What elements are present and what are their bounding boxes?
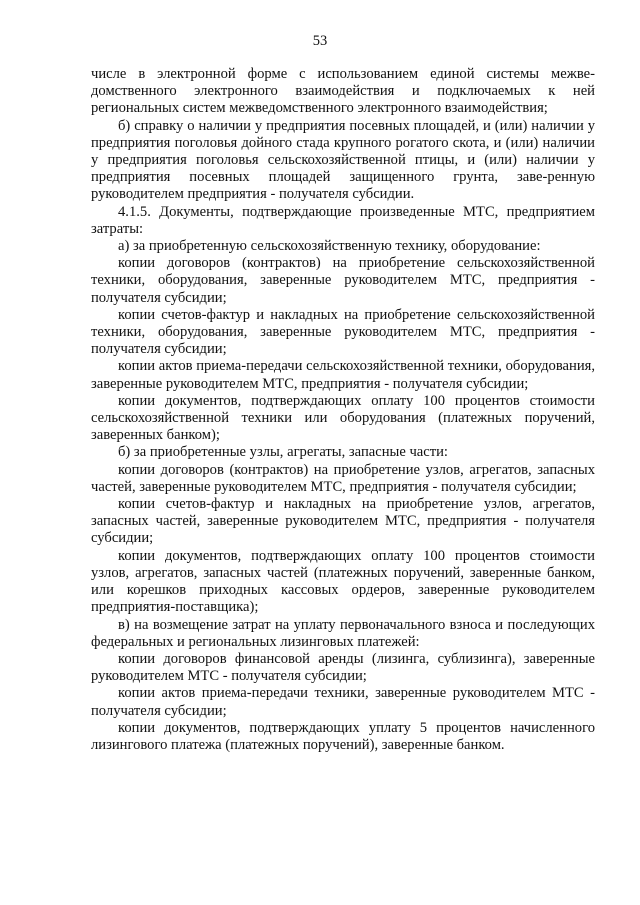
body-paragraph: копии документов, подтверждающих уплату 5 процентов начисленного лизингового платежа (платежных поручений), заверенные банком.: [91, 719, 595, 753]
document-body: [91, 66, 595, 754]
body-paragraph: 4.1.5. Документы, подтверждающие произведенные МТС, предприятием затраты:: [91, 203, 595, 237]
body-paragraph: в) на возмещение затрат на уплату первоначального взноса и последующих федеральных и региональных лизинговых платежей:: [91, 616, 595, 650]
body-paragraph: копии счетов-фактур и накладных на приобретение сельскохозяйственной техники, оборудования, заверенные руководителем МТС, предприятия - получателя субсидии;: [91, 306, 595, 358]
body-paragraph: а) за приобретенную сельскохозяйственную технику, оборудование:: [118, 238, 541, 255]
body-paragraph: копии договоров (контрактов) на приобретение узлов, агрегатов, запасных частей, заверенные руководителем МТС, предприятия - получателя субсидии;: [91, 461, 595, 495]
body-paragraph: копии договоров (контрактов) на приобретение сельскохозяйственной техники, оборудования, заверенные руководителем МТС, предприятия - получателя субсидии;: [91, 255, 595, 306]
body-paragraph: копии актов приема-передачи техники, заверенные руководителем МТС - получателя субсидии;: [91, 685, 595, 719]
body-paragraph: копии документов, подтверждающих оплату 100 процентов стоимости сельскохозяйственной техники или оборудования (платежных поручений, заверенных банком);: [91, 392, 595, 444]
body-paragraph: б) за приобретенные узлы, агрегаты, запасные части:: [118, 444, 448, 461]
body-paragraph: б) справку о наличии у предприятия посевных площадей, и (или) наличии у предприятия поголовья дойного стада крупного рогатого скота, и (или) наличии у предприятия поголовья сельскохозяйственной птицы, и (или) наличии у предприятия посевных площадей защищенного грунта, заве-ренную руководителем предприятия - получателя субсидии.: [91, 117, 595, 203]
body-paragraph: копии счетов-фактур и накладных на приобретение узлов, агрегатов, запасных частей, заверенные руководителем МТС, предприятия - получателя субсидии;: [91, 496, 595, 547]
body-paragraph: числе в электронной форме с использованием единой системы межве-домственного электронного взаимодействия и подключаемых к ней региональных систем межведомственного электронного взаимодействия;: [91, 66, 595, 117]
page-number: 53: [312, 33, 328, 49]
body-paragraph: копии документов, подтверждающих оплату 100 процентов стоимости узлов, агрегатов, запасных частей (платежных поручений, заверенные банком, или корешков приходных кассовых ордеров, заверенные руководителем предприятия-поставщика);: [91, 547, 595, 616]
body-paragraph: копии актов приема-передачи сельскохозяйственной техники, оборудования, заверенные руководителем МТС, предприятия - получателя субсидии;: [91, 358, 595, 392]
body-paragraph: копии договоров финансовой аренды (лизинга, сублизинга), заверенные руководителем МТС - получателя субсидии;: [91, 650, 595, 685]
